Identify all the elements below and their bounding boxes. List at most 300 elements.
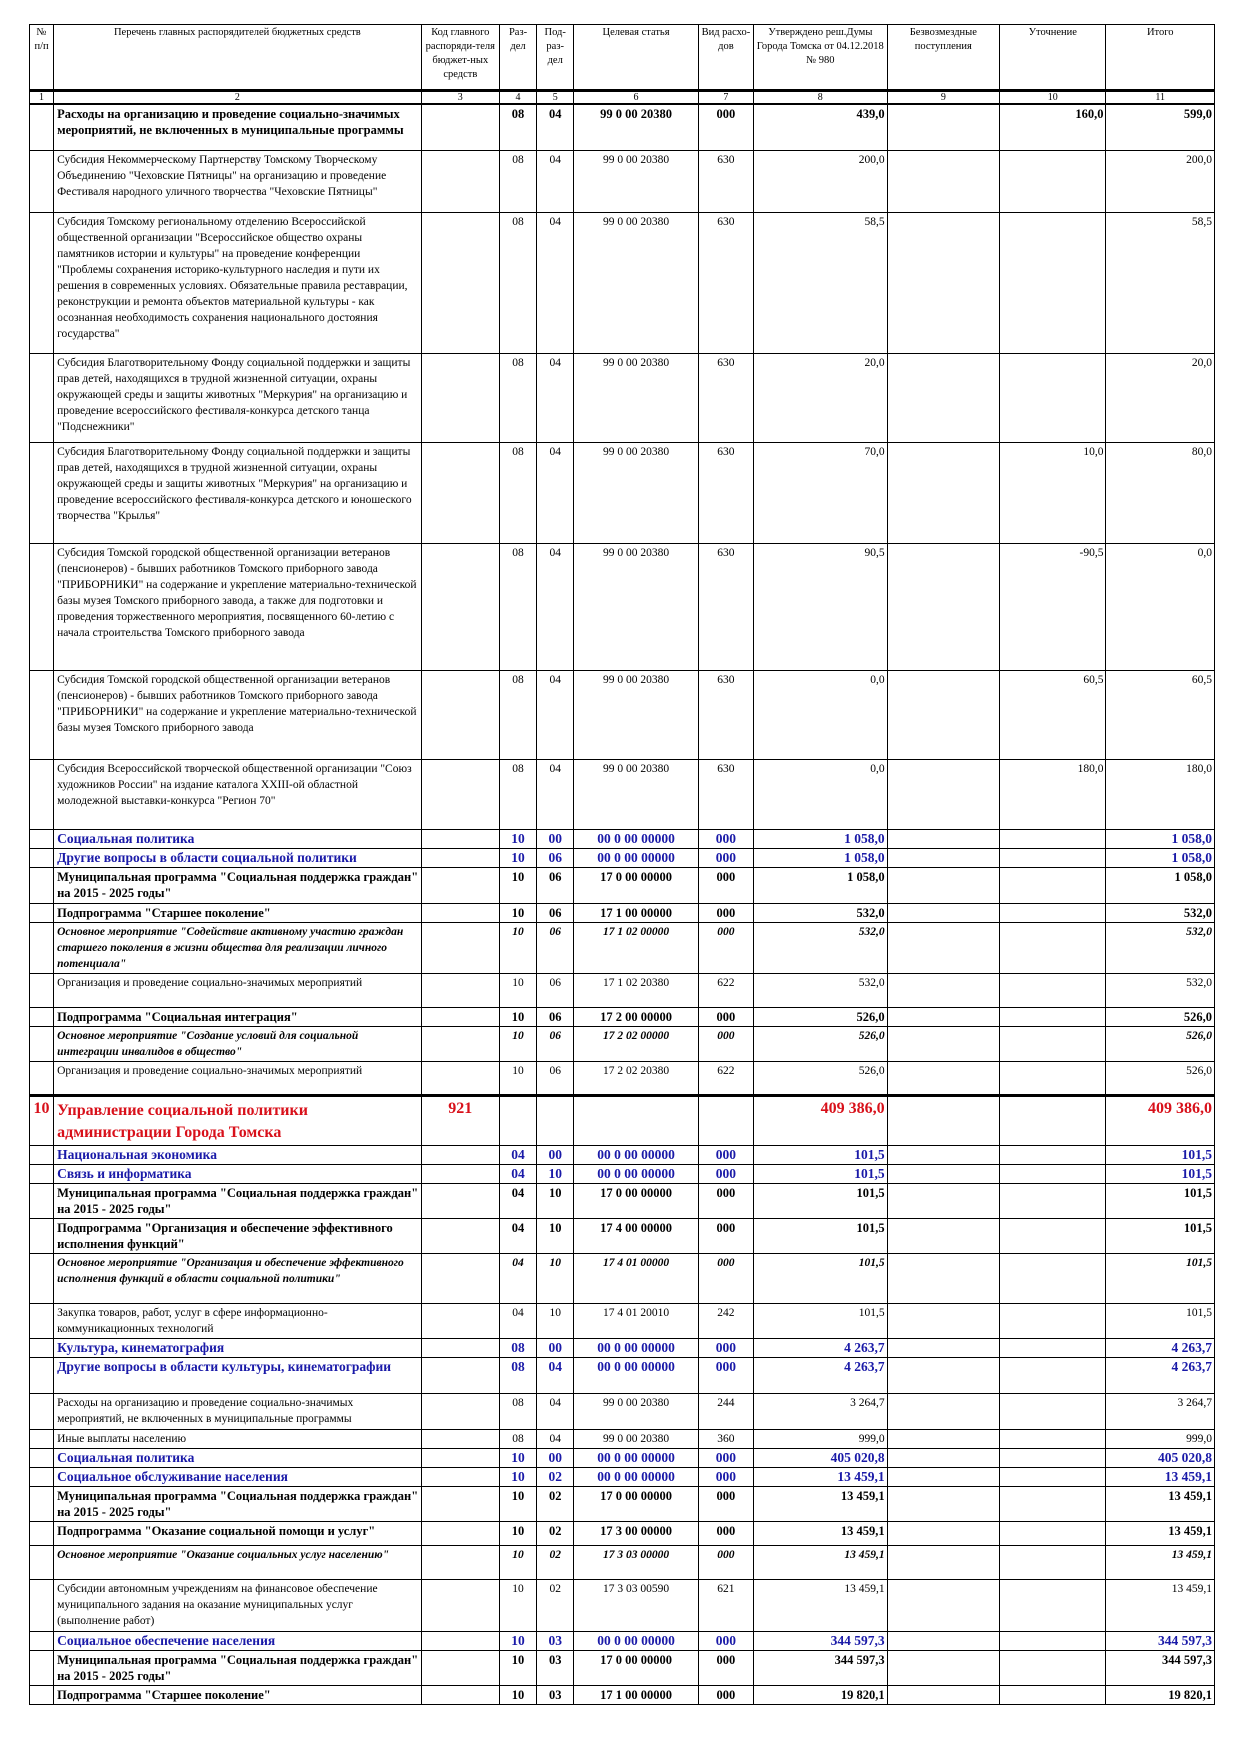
column-number: 3: [421, 91, 499, 105]
row-total: 101,5: [1106, 1183, 1215, 1218]
row-clarification: 180,0: [1000, 759, 1106, 829]
row-expense-type: 621: [698, 1579, 753, 1631]
row-number: [30, 1026, 54, 1061]
row-gratuitous: [887, 1650, 999, 1685]
row-name: Национальная экономика: [54, 1145, 422, 1164]
row-number: [30, 848, 54, 867]
row-clarification: [1000, 1486, 1106, 1521]
table-row: [30, 829, 1215, 848]
row-gratuitous: [887, 1145, 999, 1164]
row-subsection: 04: [537, 104, 574, 150]
row-number: [30, 543, 54, 670]
row-number: 10: [30, 1095, 54, 1145]
row-manager-code: [421, 848, 499, 867]
row-clarification: [1000, 1218, 1106, 1253]
row-gratuitous: [887, 1579, 999, 1631]
row-manager-code: [421, 1061, 499, 1095]
column-number: 4: [499, 91, 536, 105]
row-subsection: 06: [537, 848, 574, 867]
row-number: [30, 1061, 54, 1095]
row-number: [30, 1448, 54, 1467]
budget-table: [29, 24, 1215, 1705]
row-total: 13 459,1: [1106, 1521, 1215, 1545]
row-expense-type: 630: [698, 543, 753, 670]
row-gratuitous: [887, 353, 999, 442]
row-expense-type: 000: [698, 1338, 753, 1357]
row-clarification: [1000, 1145, 1106, 1164]
row-total: 101,5: [1106, 1253, 1215, 1303]
row-section: 10: [499, 1467, 536, 1486]
table-row: [30, 922, 1215, 973]
row-manager-code: [421, 543, 499, 670]
row-target-article: 17 1 00 00000: [574, 903, 699, 922]
row-subsection: 04: [537, 442, 574, 543]
row-section: 10: [499, 867, 536, 903]
row-target-article: 17 2 00 00000: [574, 1007, 699, 1026]
table-row: [30, 442, 1215, 543]
budget-rows: [30, 104, 1215, 1704]
row-total: 0,0: [1106, 543, 1215, 670]
row-subsection: 04: [537, 150, 574, 212]
row-expense-type: 360: [698, 1429, 753, 1448]
row-name: Организация и проведение социально-значимых мероприятий: [54, 1061, 422, 1095]
row-manager-code: [421, 1338, 499, 1357]
row-target-article: [574, 1095, 699, 1145]
row-subsection: 00: [537, 1145, 574, 1164]
row-clarification: -90,5: [1000, 543, 1106, 670]
row-name: Субсидия Томской городской общественной организации ветеранов (пенсионеров) - бывших работников Томского приборного завода "ПРИБОРНИКИ" на содержание и укрепление материально-технической базы музея Томского приборного завода: [54, 670, 422, 759]
row-gratuitous: [887, 1448, 999, 1467]
row-section: 08: [499, 1357, 536, 1393]
row-clarification: [1000, 1631, 1106, 1650]
row-name: Организация и проведение социально-значимых мероприятий: [54, 973, 422, 1007]
row-section: 10: [499, 1486, 536, 1521]
row-manager-code: [421, 1357, 499, 1393]
column-number: 7: [698, 91, 753, 105]
table-row: [30, 1253, 1215, 1303]
row-name: Субсидия Благотворительному Фонду социальной поддержки и защиты прав детей, находящихся в трудной жизненной ситуации, охраны окружающей среды и защиты животных "Меркурия" на организацию и проведение всероссийского фестиваля-конкурса детского и юношеского творчества "Крылья": [54, 442, 422, 543]
row-subsection: 06: [537, 973, 574, 1007]
row-subsection: 04: [537, 353, 574, 442]
row-total: 13 459,1: [1106, 1486, 1215, 1521]
row-subsection: 10: [537, 1253, 574, 1303]
row-name: Управление социальной политики администрации Города Томска: [54, 1095, 422, 1145]
row-gratuitous: [887, 922, 999, 973]
table-row: [30, 1095, 1215, 1145]
table-row: [30, 759, 1215, 829]
row-section: 10: [499, 1650, 536, 1685]
header-gratuitous-receipts: Безвозмездные поступления: [887, 25, 999, 91]
table-row: [30, 1429, 1215, 1448]
row-target-article: 99 0 00 20380: [574, 353, 699, 442]
row-gratuitous: [887, 903, 999, 922]
row-section: 08: [499, 104, 536, 150]
row-manager-code: [421, 1448, 499, 1467]
row-clarification: [1000, 867, 1106, 903]
row-target-article: 17 4 01 00000: [574, 1253, 699, 1303]
row-manager-code: [421, 973, 499, 1007]
row-subsection: 04: [537, 670, 574, 759]
row-section: 04: [499, 1164, 536, 1183]
row-name: Закупка товаров, работ, услуг в сфере информационно-коммуникационных технологий: [54, 1303, 422, 1338]
row-manager-code: [421, 1467, 499, 1486]
row-number: [30, 1393, 54, 1429]
row-clarification: [1000, 1650, 1106, 1685]
row-expense-type: 630: [698, 670, 753, 759]
header-row: [30, 25, 1215, 91]
row-clarification: [1000, 1579, 1106, 1631]
row-target-article: 99 0 00 20380: [574, 212, 699, 353]
row-gratuitous: [887, 829, 999, 848]
row-expense-type: 000: [698, 1183, 753, 1218]
row-expense-type: 000: [698, 1650, 753, 1685]
row-approved: 532,0: [754, 922, 888, 973]
row-number: [30, 1486, 54, 1521]
row-expense-type: 000: [698, 1218, 753, 1253]
row-approved: 1 058,0: [754, 867, 888, 903]
row-target-article: 99 0 00 20380: [574, 543, 699, 670]
row-subsection: 02: [537, 1579, 574, 1631]
row-clarification: [1000, 1183, 1106, 1218]
row-approved: 532,0: [754, 973, 888, 1007]
row-number: [30, 829, 54, 848]
table-row: [30, 1303, 1215, 1338]
row-expense-type: 630: [698, 150, 753, 212]
row-manager-code: [421, 1164, 499, 1183]
column-number: 9: [887, 91, 999, 105]
row-manager-code: [421, 922, 499, 973]
row-section: 10: [499, 973, 536, 1007]
row-name: Социальное обслуживание населения: [54, 1467, 422, 1486]
table-row: [30, 1486, 1215, 1521]
row-total: 20,0: [1106, 353, 1215, 442]
row-gratuitous: [887, 1095, 999, 1145]
row-name: Основное мероприятие "Создание условий для социальной интеграции инвалидов в общество": [54, 1026, 422, 1061]
row-clarification: 160,0: [1000, 104, 1106, 150]
row-manager-code: [421, 867, 499, 903]
table-row: [30, 1521, 1215, 1545]
row-expense-type: 000: [698, 1164, 753, 1183]
row-approved: 4 263,7: [754, 1357, 888, 1393]
row-expense-type: 000: [698, 1486, 753, 1521]
row-clarification: [1000, 1357, 1106, 1393]
row-target-article: 00 0 00 00000: [574, 1357, 699, 1393]
row-number: [30, 104, 54, 150]
row-subsection: 02: [537, 1467, 574, 1486]
row-target-article: 17 1 02 20380: [574, 973, 699, 1007]
table-row: [30, 1026, 1215, 1061]
row-section: 04: [499, 1303, 536, 1338]
row-number: [30, 1303, 54, 1338]
row-name: Субсидии автономным учреждениям на финансовое обеспечение муниципального задания на оказание муниципальных услуг (выполнение работ): [54, 1579, 422, 1631]
row-name: Подпрограмма "Организация и обеспечение эффективного исполнения функций": [54, 1218, 422, 1253]
row-gratuitous: [887, 1338, 999, 1357]
row-gratuitous: [887, 1007, 999, 1026]
row-manager-code: [421, 1393, 499, 1429]
row-number: [30, 1650, 54, 1685]
row-gratuitous: [887, 442, 999, 543]
row-section: 08: [499, 150, 536, 212]
row-total: 532,0: [1106, 973, 1215, 1007]
row-subsection: 06: [537, 1026, 574, 1061]
table-row: [30, 1650, 1215, 1685]
row-total: 101,5: [1106, 1303, 1215, 1338]
row-name: Культура, кинематография: [54, 1338, 422, 1357]
column-number: 5: [537, 91, 574, 105]
column-number-row: [30, 91, 1215, 105]
row-approved: 13 459,1: [754, 1579, 888, 1631]
row-approved: 58,5: [754, 212, 888, 353]
row-subsection: 06: [537, 867, 574, 903]
row-subsection: [537, 1095, 574, 1145]
header-section: Раз-дел: [499, 25, 536, 91]
row-target-article: 99 0 00 20380: [574, 759, 699, 829]
row-subsection: 00: [537, 1448, 574, 1467]
row-clarification: [1000, 150, 1106, 212]
row-expense-type: 000: [698, 1545, 753, 1579]
row-subsection: 03: [537, 1650, 574, 1685]
row-section: 08: [499, 1429, 536, 1448]
row-number: [30, 1631, 54, 1650]
table-row: [30, 1393, 1215, 1429]
row-subsection: 10: [537, 1183, 574, 1218]
row-gratuitous: [887, 1303, 999, 1338]
row-section: 04: [499, 1218, 536, 1253]
row-clarification: 10,0: [1000, 442, 1106, 543]
row-gratuitous: [887, 1164, 999, 1183]
row-approved: 101,5: [754, 1145, 888, 1164]
row-total: 1 058,0: [1106, 829, 1215, 848]
row-name: Другие вопросы в области социальной политики: [54, 848, 422, 867]
table-row: [30, 150, 1215, 212]
row-gratuitous: [887, 1631, 999, 1650]
row-gratuitous: [887, 848, 999, 867]
row-total: 532,0: [1106, 903, 1215, 922]
row-approved: 532,0: [754, 903, 888, 922]
row-name: Подпрограмма "Социальная интеграция": [54, 1007, 422, 1026]
row-expense-type: 000: [698, 1145, 753, 1164]
row-clarification: [1000, 1429, 1106, 1448]
row-manager-code: [421, 442, 499, 543]
row-expense-type: 000: [698, 1467, 753, 1486]
row-target-article: 99 0 00 20380: [574, 670, 699, 759]
row-total: 999,0: [1106, 1429, 1215, 1448]
row-approved: 20,0: [754, 353, 888, 442]
column-number: 2: [54, 91, 422, 105]
row-name: Основное мероприятие "Содействие активному участию граждан старшего поколения в жизни общества для реализации личного потенциала": [54, 922, 422, 973]
row-section: 10: [499, 1545, 536, 1579]
row-name: Основное мероприятие "Оказание социальных услуг населению": [54, 1545, 422, 1579]
row-expense-type: 000: [698, 1685, 753, 1704]
row-manager-code: [421, 1631, 499, 1650]
row-manager-code: [421, 104, 499, 150]
row-name: Иные выплаты населению: [54, 1429, 422, 1448]
row-manager-code: 921: [421, 1095, 499, 1145]
row-gratuitous: [887, 150, 999, 212]
row-gratuitous: [887, 1685, 999, 1704]
header-approved: Утверждено реш.Думы Города Томска от 04.12.2018 № 980: [754, 25, 888, 91]
row-approved: 90,5: [754, 543, 888, 670]
row-section: 10: [499, 1685, 536, 1704]
column-number: 11: [1106, 91, 1215, 105]
row-expense-type: 000: [698, 1253, 753, 1303]
table-row: [30, 104, 1215, 150]
row-manager-code: [421, 1007, 499, 1026]
row-target-article: 17 3 03 00590: [574, 1579, 699, 1631]
row-manager-code: [421, 1650, 499, 1685]
row-gratuitous: [887, 104, 999, 150]
row-gratuitous: [887, 1183, 999, 1218]
row-approved: 526,0: [754, 1026, 888, 1061]
row-approved: 13 459,1: [754, 1545, 888, 1579]
row-approved: 526,0: [754, 1007, 888, 1026]
row-manager-code: [421, 1429, 499, 1448]
row-clarification: [1000, 922, 1106, 973]
row-manager-code: [421, 212, 499, 353]
table-row: [30, 1631, 1215, 1650]
row-manager-code: [421, 1253, 499, 1303]
row-section: 08: [499, 353, 536, 442]
row-approved: 999,0: [754, 1429, 888, 1448]
row-subsection: 02: [537, 1545, 574, 1579]
row-name: Муниципальная программа "Социальная поддержка граждан" на 2015 - 2025 годы": [54, 1183, 422, 1218]
row-number: [30, 1183, 54, 1218]
row-manager-code: [421, 1303, 499, 1338]
row-subsection: 03: [537, 1685, 574, 1704]
row-expense-type: 000: [698, 922, 753, 973]
row-total: 409 386,0: [1106, 1095, 1215, 1145]
row-manager-code: [421, 1218, 499, 1253]
row-name: Муниципальная программа "Социальная поддержка граждан" на 2015 - 2025 годы": [54, 1486, 422, 1521]
row-total: 1 058,0: [1106, 867, 1215, 903]
row-target-article: 00 0 00 00000: [574, 1338, 699, 1357]
row-approved: 101,5: [754, 1303, 888, 1338]
table-row: [30, 543, 1215, 670]
budget-sheet: [29, 24, 1215, 1705]
row-section: 08: [499, 670, 536, 759]
row-gratuitous: [887, 1545, 999, 1579]
row-expense-type: 000: [698, 848, 753, 867]
row-total: 13 459,1: [1106, 1545, 1215, 1579]
row-name: Расходы на организацию и проведение социально-значимых мероприятий, не включенных в муниципальные программы: [54, 1393, 422, 1429]
row-target-article: 00 0 00 00000: [574, 1631, 699, 1650]
row-total: 526,0: [1106, 1061, 1215, 1095]
table-row: [30, 1061, 1215, 1095]
row-total: 80,0: [1106, 442, 1215, 543]
row-approved: 0,0: [754, 670, 888, 759]
row-name: Субсидия Всероссийской творческой общественной организации "Союз художников России" на издание каталога XXIII-ой областной молодежной выставки-конкурса "Регион 70": [54, 759, 422, 829]
row-target-article: 00 0 00 00000: [574, 848, 699, 867]
row-target-article: 17 4 00 00000: [574, 1218, 699, 1253]
row-section: 10: [499, 829, 536, 848]
row-expense-type: 244: [698, 1393, 753, 1429]
row-section: 10: [499, 1579, 536, 1631]
row-section: 08: [499, 442, 536, 543]
row-approved: 13 459,1: [754, 1467, 888, 1486]
row-subsection: 00: [537, 1338, 574, 1357]
table-row: [30, 1448, 1215, 1467]
row-number: [30, 1429, 54, 1448]
row-number: [30, 903, 54, 922]
header-manager-code: Код главного распоряди-теля бюджет-ных средств: [421, 25, 499, 91]
table-row: [30, 1164, 1215, 1183]
row-manager-code: [421, 1685, 499, 1704]
row-total: 4 263,7: [1106, 1357, 1215, 1393]
row-name: Муниципальная программа "Социальная поддержка граждан" на 2015 - 2025 годы": [54, 1650, 422, 1685]
row-expense-type: 000: [698, 1026, 753, 1061]
row-target-article: 00 0 00 00000: [574, 1145, 699, 1164]
row-expense-type: 630: [698, 759, 753, 829]
row-approved: 19 820,1: [754, 1685, 888, 1704]
row-number: [30, 1545, 54, 1579]
row-approved: 200,0: [754, 150, 888, 212]
row-clarification: [1000, 903, 1106, 922]
row-name: Субсидия Благотворительному Фонду социальной поддержки и защиты прав детей, находящихся в трудной жизненной ситуации, охраны окружающей среды и защиты животных "Меркурия" на организацию и проведение всероссийского фестиваля-конкурса детского танца "Подснежники": [54, 353, 422, 442]
row-name: Подпрограмма "Старшее поколение": [54, 1685, 422, 1704]
row-target-article: 17 3 00 00000: [574, 1521, 699, 1545]
row-subsection: 10: [537, 1164, 574, 1183]
row-section: 10: [499, 1061, 536, 1095]
row-section: [499, 1095, 536, 1145]
column-number: 10: [1000, 91, 1106, 105]
row-name: Муниципальная программа "Социальная поддержка граждан" на 2015 - 2025 годы": [54, 867, 422, 903]
row-gratuitous: [887, 759, 999, 829]
row-gratuitous: [887, 1357, 999, 1393]
row-approved: 13 459,1: [754, 1486, 888, 1521]
table-row: [30, 1145, 1215, 1164]
row-clarification: [1000, 1095, 1106, 1145]
row-target-article: 17 0 00 00000: [574, 867, 699, 903]
table-row: [30, 903, 1215, 922]
row-section: 08: [499, 543, 536, 670]
row-gratuitous: [887, 543, 999, 670]
row-number: [30, 212, 54, 353]
row-expense-type: 630: [698, 353, 753, 442]
row-approved: 344 597,3: [754, 1631, 888, 1650]
row-clarification: [1000, 1026, 1106, 1061]
table-row: [30, 1183, 1215, 1218]
row-target-article: 17 0 00 00000: [574, 1650, 699, 1685]
row-target-article: 00 0 00 00000: [574, 1467, 699, 1486]
row-expense-type: 000: [698, 104, 753, 150]
row-total: 532,0: [1106, 922, 1215, 973]
header-number: № п/п: [30, 25, 54, 91]
row-approved: 439,0: [754, 104, 888, 150]
row-gratuitous: [887, 1429, 999, 1448]
row-manager-code: [421, 1145, 499, 1164]
row-section: 04: [499, 1253, 536, 1303]
row-gratuitous: [887, 973, 999, 1007]
row-target-article: 17 1 00 00000: [574, 1685, 699, 1704]
row-manager-code: [421, 1545, 499, 1579]
row-gratuitous: [887, 1218, 999, 1253]
row-number: [30, 670, 54, 759]
row-total: 1 058,0: [1106, 848, 1215, 867]
row-approved: 4 263,7: [754, 1338, 888, 1357]
row-name: Связь и информатика: [54, 1164, 422, 1183]
row-total: 180,0: [1106, 759, 1215, 829]
row-expense-type: 242: [698, 1303, 753, 1338]
row-approved: 1 058,0: [754, 848, 888, 867]
row-total: 405 020,8: [1106, 1448, 1215, 1467]
row-section: 04: [499, 1183, 536, 1218]
row-subsection: 04: [537, 543, 574, 670]
table-row: [30, 1467, 1215, 1486]
row-section: 10: [499, 1521, 536, 1545]
row-section: 10: [499, 1007, 536, 1026]
row-clarification: [1000, 1303, 1106, 1338]
row-clarification: [1000, 1448, 1106, 1467]
